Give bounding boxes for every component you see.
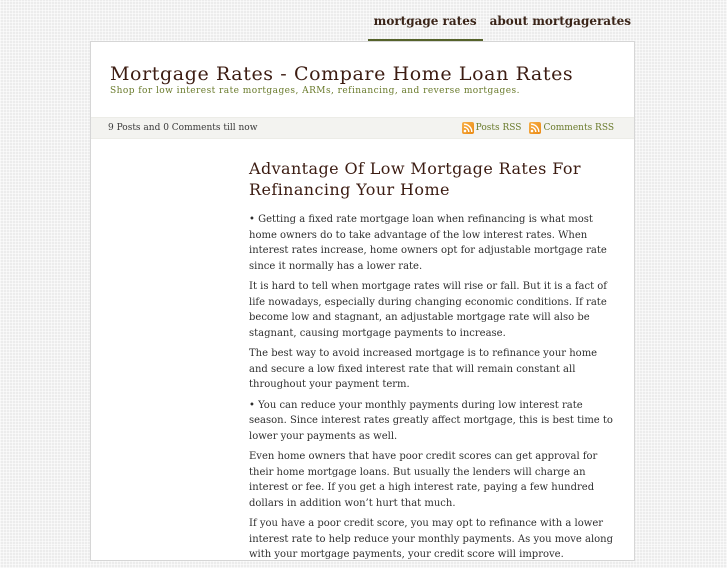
post-paragraph: • You can reduce your monthly payments during low interest rate season. Since interest rates greatly affect mortgage, this is best time to lower your payments as well. <box>249 399 613 442</box>
post-paragraph: Even home owners that have poor credit scores can get approval for their home mortgage loans. But usually the lenders will charge an interest or fee. If you get a high interest rate, paying a few hundred dollars in addition won’t hurt that much. <box>249 451 598 509</box>
posts-rss-link[interactable] <box>462 121 522 135</box>
comments-rss-link[interactable] <box>529 121 614 135</box>
comments-rss-label: Comments RSS <box>543 123 614 133</box>
rss-links <box>454 121 614 135</box>
nav-item-mortgage-rates[interactable]: mortgage rates <box>368 14 483 41</box>
site-title[interactable]: Mortgage Rates - Compare Home Loan Rates <box>110 63 574 85</box>
post-article <box>249 158 619 568</box>
post-body <box>249 212 619 563</box>
post-paragraph: It is hard to tell when mortgage rates will rise or fall. But it is a fact of life nowadays, especially during changing economic conditions. If rate become low and stagnant, an adjustable mortgage rate will also be stagnant, causing mortgage payments to increase. <box>249 281 607 339</box>
top-navigation <box>367 0 637 41</box>
info-bar <box>91 117 634 139</box>
posts-comments-count: 9 Posts and 0 Comments till now <box>108 123 258 133</box>
page-container <box>90 41 635 561</box>
nav-item-about-mortgagerates[interactable]: about mortgagerates <box>489 14 631 28</box>
rss-icon <box>462 122 474 134</box>
post-title[interactable]: Advantage Of Low Mortgage Rates For Refinancing Your Home <box>249 159 581 199</box>
post-paragraph: • Getting a fixed rate mortgage loan when refinancing is what most home owners do to take advantage of the low interest rates. When interest rates increase, home owners opt for adjustable mortgage rate since it normally has a lower rate. <box>249 214 607 272</box>
site-header <box>91 42 634 117</box>
posts-rss-label: Posts RSS <box>475 123 522 133</box>
post-paragraph: The best way to avoid increased mortgage is to refinance your home and secure a low fixed interest rate that will remain constant all throughout your payment term. <box>249 348 598 390</box>
site-tagline: Shop for low interest rate mortgages, ARMs, refinancing, and reverse mortgages. <box>110 86 520 96</box>
rss-icon <box>529 122 541 134</box>
post-paragraph: If you have a poor credit score, you may opt to refinance with a lower interest rate to help reduce your monthly payments. As you move along with your mortgage payments, your credit score will improve. <box>249 518 614 560</box>
